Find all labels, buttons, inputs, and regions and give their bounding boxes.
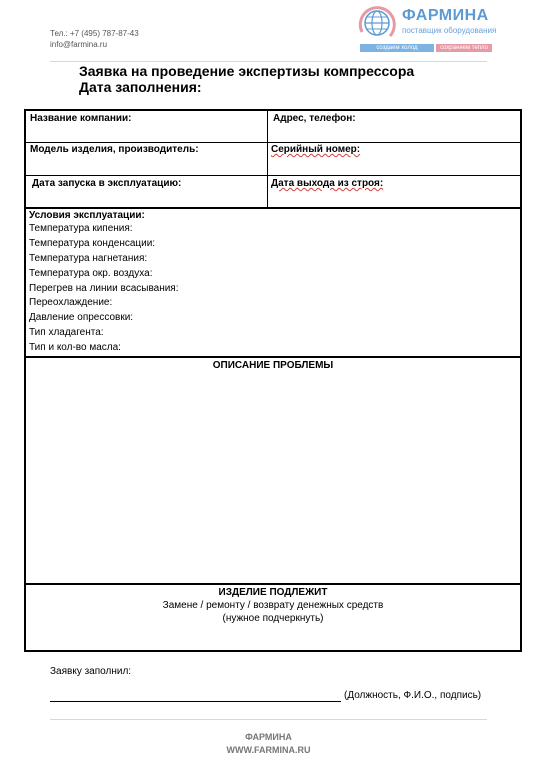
model-manufacturer-label: Модель изделия, производитель: <box>30 144 199 155</box>
form-row-divider <box>26 583 520 585</box>
company-name-label: Название компании: <box>30 113 132 124</box>
form-row-divider <box>26 175 520 176</box>
filled-by-label: Заявку заполнил: <box>50 666 132 677</box>
form-row-divider <box>26 356 520 358</box>
address-phone-label: Адрес, телефон: <box>273 113 356 124</box>
page-title: Заявка на проведение экспертизы компрессора <box>79 63 415 79</box>
logo-tag-right: сохраняем тепло <box>436 44 492 52</box>
contact-email: info@farmina.ru <box>50 40 108 49</box>
footer-divider <box>50 719 487 720</box>
footer-company: ФАРМИНА <box>245 732 292 742</box>
condition-item: Температура конденсации: <box>29 238 156 249</box>
condition-item: Давление опрессовки: <box>29 312 134 323</box>
signature-line[interactable] <box>50 701 341 702</box>
condition-item: Тип и кол-во масла: <box>29 342 121 353</box>
condition-item: Температура нагнетания: <box>29 253 148 264</box>
condition-item: Переохлаждение: <box>29 297 113 308</box>
product-subject-options[interactable]: Замене / ремонту / возврату денежных средств <box>162 600 384 611</box>
form-row-divider <box>26 207 520 209</box>
position-hint: (Должность, Ф.И.О., подпись) <box>344 690 482 701</box>
product-subject-note: (нужное подчеркнуть) <box>222 613 324 624</box>
problem-description-area[interactable] <box>26 373 520 581</box>
footer-site[interactable]: WWW.FARMINA.RU <box>226 745 311 755</box>
form-row-divider <box>26 142 520 143</box>
conditions-heading: Условия эксплуатации: <box>29 210 145 221</box>
logo-tag-left: создаем холод <box>360 44 434 52</box>
fill-date-label: Дата заполнения: <box>79 79 202 95</box>
serial-number-label: Серийный номер: <box>271 144 361 155</box>
condition-item: Температура окр. воздуха: <box>29 268 153 279</box>
condition-item: Температура кипения: <box>29 223 133 234</box>
contact-phone: Тел.: +7 (495) 787-87-43 <box>50 29 139 38</box>
start-date-label: Дата запуска в эксплуатацию: <box>32 178 182 189</box>
form-column-divider <box>267 111 268 208</box>
condition-item: Тип хладагента: <box>29 327 104 338</box>
logo-name: ФАРМИНА <box>402 7 489 24</box>
application-form <box>24 109 522 652</box>
product-subject-heading: ИЗДЕЛИЕ ПОДЛЕЖИТ <box>218 587 328 598</box>
failure-date-label: Дата выхода из строя: <box>271 178 384 189</box>
condition-item: Перегрев на линии всасывания: <box>29 283 179 294</box>
globe-icon <box>356 2 398 42</box>
company-logo <box>356 2 506 54</box>
problem-heading: ОПИСАНИЕ ПРОБЛЕМЫ <box>212 360 334 371</box>
header-divider <box>50 61 487 62</box>
logo-subtitle: поставщик оборудования <box>402 26 497 35</box>
